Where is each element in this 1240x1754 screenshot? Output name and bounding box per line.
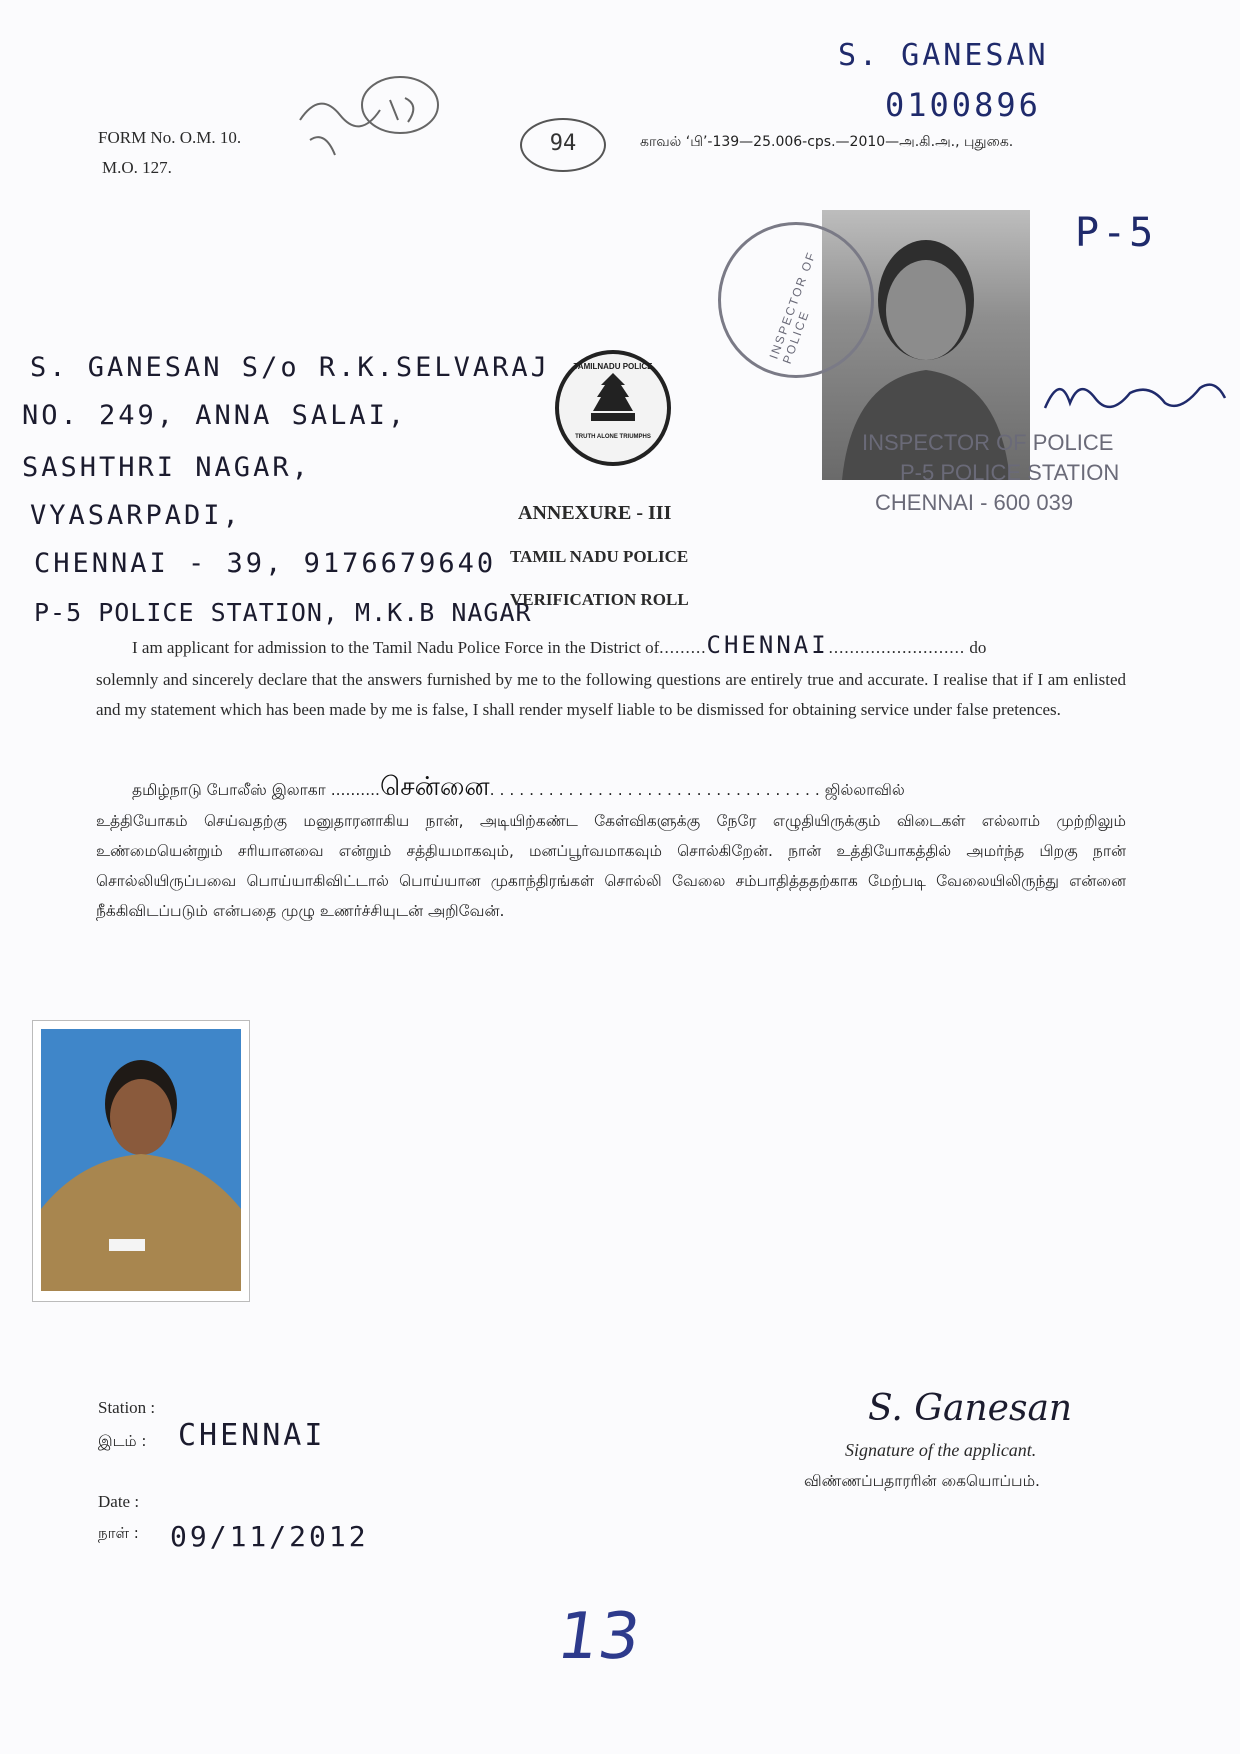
address-line-5: CHENNAI - 39, 9176679640: [34, 548, 497, 579]
verifier-signature: [1040, 368, 1230, 428]
tamil-declaration-first-line: தமிழ்நாடு போலீஸ் இலாகா ..........சென்னை. . . . . . . . . . . . . . . . . . . . . . . . . . . . . . . . . . ஜில்லாவில்: [132, 772, 905, 802]
circled-number-text: 94: [549, 131, 577, 156]
mo-number: M.O. 127.: [102, 158, 172, 177]
form-number: FORM No. O.M. 10.: [98, 128, 242, 147]
applicant-photo-frame: [32, 1020, 250, 1302]
emblem-bottom-text: TRUTH ALONE TRIUMPHS: [575, 434, 651, 440]
scribble-marks: [280, 60, 480, 170]
stamp-line-2: P-5 POLICE STATION: [900, 460, 1120, 485]
department-title: TAMIL NADU POLICE: [510, 547, 689, 566]
tamil-declaration-district: சென்னை: [379, 772, 490, 802]
address-line-3: SASHTHRI NAGAR,: [22, 452, 311, 483]
stamp-line-3: CHENNAI - 600 039: [875, 490, 1074, 515]
tamil-declaration-suffix: ஜில்லாவில்: [824, 781, 905, 799]
declaration-district: CHENNAI: [706, 631, 829, 659]
inspector-stamp: [718, 222, 874, 378]
address-line-4: VYASARPADI,: [30, 500, 242, 531]
declaration-suffix: do: [969, 638, 987, 657]
date-label: Date :: [98, 1492, 140, 1511]
address-line-6: P-5 POLICE STATION, M.K.B NAGAR: [34, 598, 532, 627]
station-code: P-5: [1075, 210, 1157, 256]
station-label-tamil: இடம் :: [98, 1432, 147, 1450]
emblem-top-text: TAMILNADU POLICE: [573, 362, 653, 371]
page-mark: 13: [552, 1600, 645, 1674]
uniformed-person-icon: [41, 1029, 241, 1291]
tamil-declaration-body: உத்தியோகம் செய்வதற்கு மனுதாரனாகிய நான், அடியிற்கண்ட கேள்விகளுக்கு நேரே எழுதியிருக்கும் விடைகள் எல்லாம் முற்றிலும் உண்மையென்றும் சரியானவை என்றும் சத்தியமாகவும், மனப்பூர்வமாகவும் சொல்கிறேன். நான் உத்தியோகத்தில் அமர்ந்த பிறகு நான் சொல்லியிருப்பவை பொய்யாகிவிட்டால் பொய்யான முகாந்திரங்கள் சொல்லி வேலை சம்பாதித்ததற்காக மேற்படி வேலையிலிருந்து என்னை நீக்கிவிடப்படும் என்பதை முழு உணர்ச்சியுடன் அறிவேன்.: [96, 812, 1126, 920]
stamp-ring-text: INSPECTOR OF POLICE: [766, 249, 819, 366]
verification-roll-title: VERIFICATION ROLL: [510, 590, 689, 609]
circled-number: [520, 118, 606, 172]
address-line-1: S. GANESAN S/o R.K.SELVARAJ: [30, 352, 550, 383]
signature-caption: Signature of the applicant.: [845, 1440, 1037, 1460]
annexure-title: ANNEXURE - III: [518, 502, 672, 524]
applicant-name-top: S. GANESAN: [838, 38, 1049, 73]
temple-gopuram-icon: [583, 371, 643, 429]
applicant-photo-color: [41, 1029, 241, 1291]
applicant-signature: S. Ganesan: [868, 1388, 1073, 1429]
tamil-declaration-prefix: தமிழ்நாடு போலீஸ் இலாகா: [132, 781, 326, 799]
applicant-id-top: 0100896: [885, 86, 1041, 124]
police-emblem: [555, 350, 671, 466]
station-label: Station :: [98, 1398, 156, 1417]
signature-caption-tamil: விண்ணப்பதாரரின் கையொப்பம்.: [804, 1472, 1040, 1490]
print-line: காவல் ‘பி’-139—25.006-cps.—2010—அ.கி.அ., புதுகை.: [640, 134, 1014, 150]
declaration-body: solemnly and sincerely declare that the answers furnished by me to the following questions are entirely true and accurate. I realise that if I am enlisted and my statement which has been made by me is false, I shall render myself liable to be dismissed for obtaining service under false pretences.: [96, 670, 1126, 719]
date-value: 09/11/2012: [170, 1520, 369, 1553]
declaration-prefix: I am applicant for admission to the Tamil Nadu Police Force in the District of: [132, 638, 660, 657]
date-label-tamil: நாள் :: [98, 1524, 139, 1542]
station-value: CHENNAI: [178, 1418, 326, 1453]
address-line-2: NO. 249, ANNA SALAI,: [22, 400, 408, 431]
declaration-first-line: I am applicant for admission to the Tamil Nadu Police Force in the District of.........CHENNAI.......................... do: [132, 631, 987, 659]
stamp-line-1: INSPECTOR OF POLICE: [862, 430, 1114, 455]
